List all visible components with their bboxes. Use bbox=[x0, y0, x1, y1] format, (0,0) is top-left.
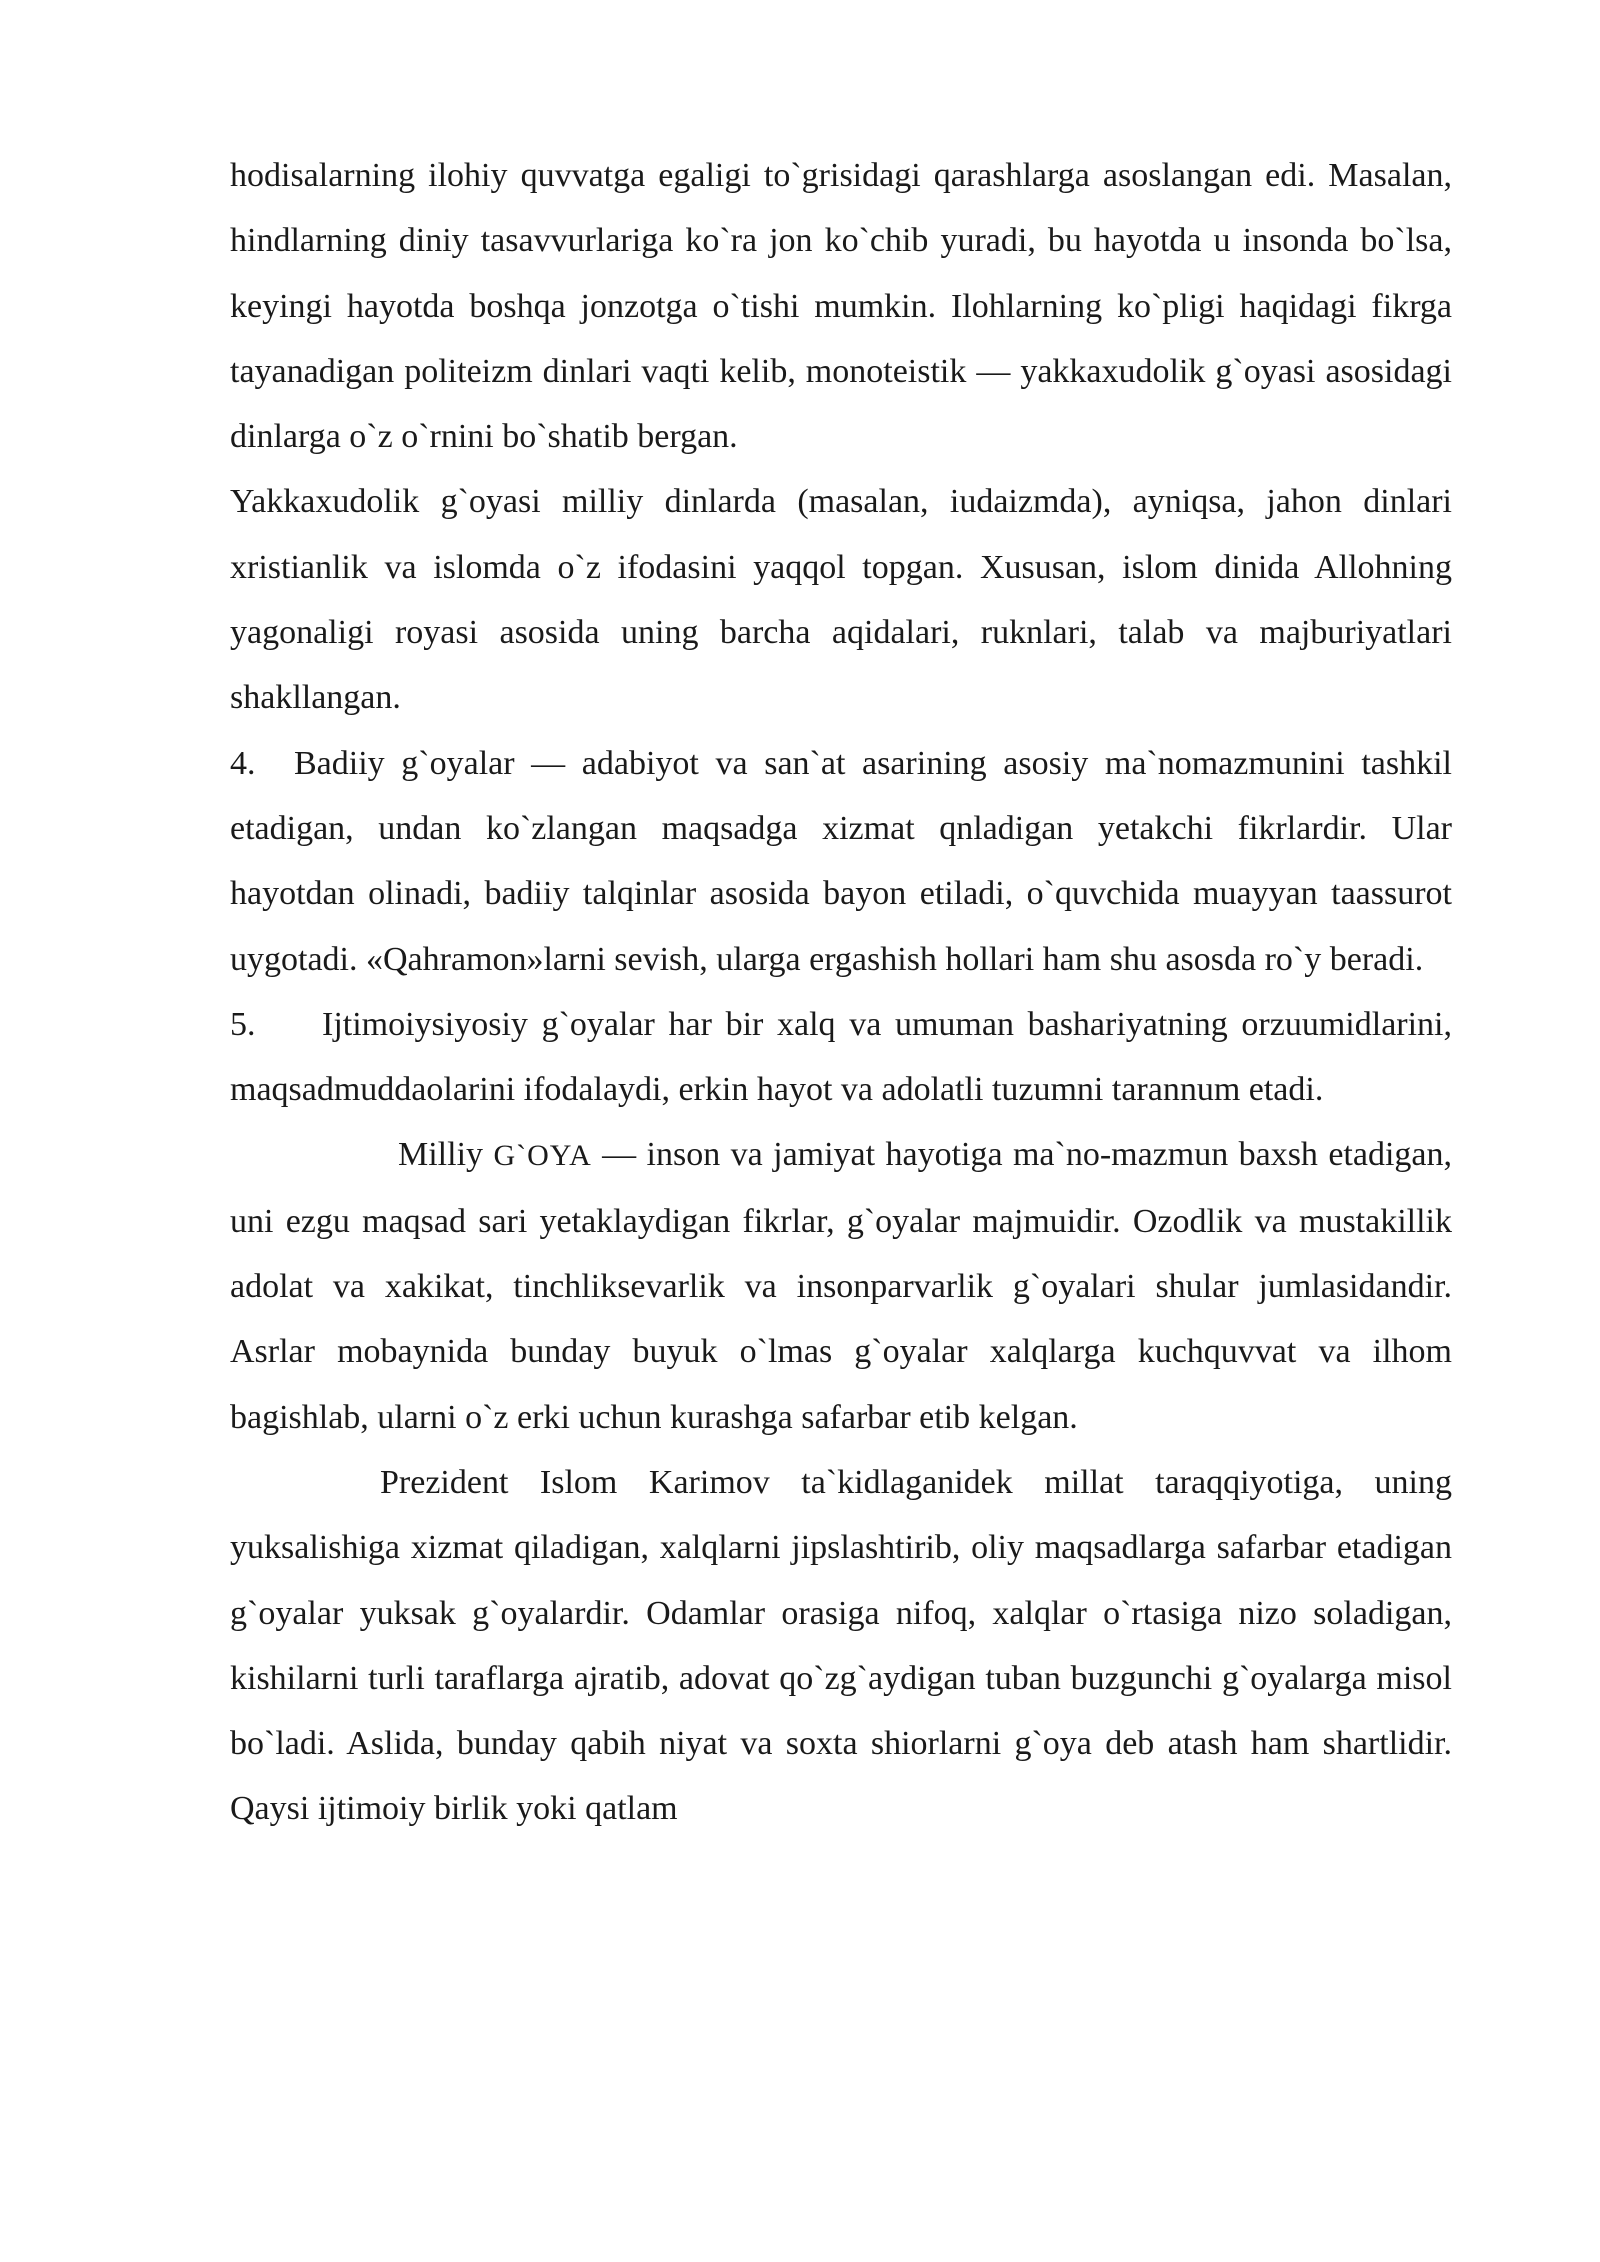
list-item-number: 5. bbox=[230, 1005, 256, 1043]
paragraph-lead-word: Milliy bbox=[398, 1136, 484, 1174]
paragraph-president-quote: Prezident Islom Karimov ta`kidlaganidek millat taraqqiyotiga, uning yuksalishiga xizmat qiladigan, xalqlarni jipslashtirib, oliy maqsadlarga safarbar etadigan g`oyalar yuksak g`oyalardir. Odamlar orasiga nifoq, xalqlar o`rtasiga nizo soladigan, kishilarni turli taraflarga ajratib, adovat qo`zg`aydigan tuban buzgunchi g`oyalarga misol bo`ladi. Aslida, bunday qabih niyat va soxta shiorlarni g`oya deb atash ham shartlidir. Qaysi ijtimoiy birlik yoki qatlam bbox=[230, 1463, 1452, 1828]
paragraph-continuation: hodisalarning ilohiy quvvatga egaligi to`grisidagi qarashlarga asoslangan edi. Masalan, hindlarning diniy tasavvurlariga ko`ra jon ko`chib yuradi, bu hayotda u insonda bo`lsa, keyingi hayotda boshqa jonzotga o`tishi mumkin. Ilohlarning ko`pligi haqidagi fikrga tayanadigan politeizm dinlari vaqti kelib, monoteistik — yakkaxudolik g`oyasi asosidagi dinlarga o`z o`rnini bo`shatib bergan. bbox=[230, 157, 1452, 456]
paragraph-text: — inson va jamiyat hayotiga ma`no-mazmun baxsh etadigan, uni ezgu maqsad sari yetaklaydigan fikrlar, g`oyalar majmuidir. Ozodlik va mustakillik adolat va xakikat, tinchliksevarlik va insonparvarlik g`oyalari shular jumlasidandir. Asrlar mobaynida bunday buyuk o`lmas g`oyalar xalqlarga kuchquvvat va ilhom bagishlab, ularni o`z erki uchun kurashga safarbar etib kelgan. bbox=[230, 1136, 1452, 1436]
list-item-5 bbox=[230, 992, 1452, 1123]
paragraph-monotheism: Yakkaxudolik g`oyasi milliy dinlarda (masalan, iudaizmda), ayniqsa, jahon dinlari xristianlik va islomda o`z ifodasini yaqqol topgan. Xususan, islom dinida Allohning yagonaligi royasi asosida uning barcha aqidalari, ruknlari, talab va majburiyatlari shakllangan. bbox=[230, 483, 1452, 717]
list-item-number: 4. bbox=[230, 744, 256, 782]
paragraph-milliy-goya bbox=[230, 1122, 1452, 1449]
list-item-4 bbox=[230, 731, 1452, 992]
list-item-text: Badiiy g`oyalar — adabiyot va san`at asarining asosiy ma`nomazmunini tashkil etadigan, undan ko`zlangan maqsadga xizmat qnladigan yetakchi fikrlardir. Ular hayotdan olinadi, badiiy talqinlar asosida bayon etiladi, o`quvchida muayyan taassurot uygotadi. «Qahramon»larni sevish, ularga ergashish hollari ham shu asosda ro`y beradi. bbox=[230, 744, 1452, 978]
body-text bbox=[230, 143, 1452, 1842]
defined-term: G`OYA bbox=[493, 1139, 592, 1173]
list-item-text: Ijtimoiysiyosiy g`oyalar har bir xalq va umuman bashariyatning orzuumidlarini, maqsadmuddaolarini ifodalaydi, erkin hayot va adolatli tuzumni tarannum etadi. bbox=[230, 1005, 1452, 1109]
